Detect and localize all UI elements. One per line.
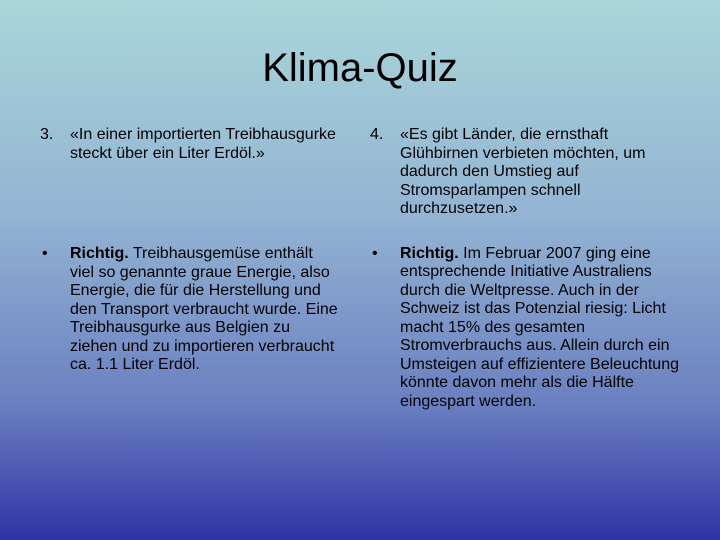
answer-verdict: Richtig. — [70, 245, 129, 262]
left-column — [40, 126, 340, 375]
answer-4 — [370, 245, 680, 412]
bullet-icon: • — [372, 244, 378, 262]
bullet-icon: • — [42, 245, 48, 262]
right-column — [370, 126, 680, 411]
answer-3 — [40, 245, 340, 375]
question-4 — [370, 126, 680, 219]
question-number: 3. — [40, 126, 54, 143]
slide-title: Klima-Quiz — [262, 46, 458, 90]
question-text: «Es gibt Länder, die ernsthaft Glühbirnen verbieten möchten, um dadurch den Umstieg auf Stromsparlampen schnell durchzusetzen.» — [400, 126, 646, 217]
answer-verdict: Richtig. — [400, 244, 459, 262]
answer-text: Im Februar 2007 ging eine entsprechende Initiative Australiens durch die Weltpresse. Auch in der Schweiz ist das Potenzial riesig: Licht macht 15% des gesamten Stromverbrauchs aus. Allein durch ein Umsteigen auf effizientere Beleuchtung könnte davon mehr als die Hälfte eingespart werden. — [400, 244, 679, 410]
question-text: «In einer importierten Treibhausgurke steckt über ein Liter Erdöl.» — [70, 126, 336, 162]
question-3 — [40, 126, 340, 163]
answer-text: Treibhausgemüse enthält viel so genannte graue Energie, also Energie, die für die Herstellung und den Transport verbraucht wurde. Eine Treibhausgurke aus Belgien zu ziehen und zu importieren verbraucht ca. 1.1 Liter Erdöl. — [70, 245, 338, 373]
question-number: 4. — [370, 126, 384, 143]
